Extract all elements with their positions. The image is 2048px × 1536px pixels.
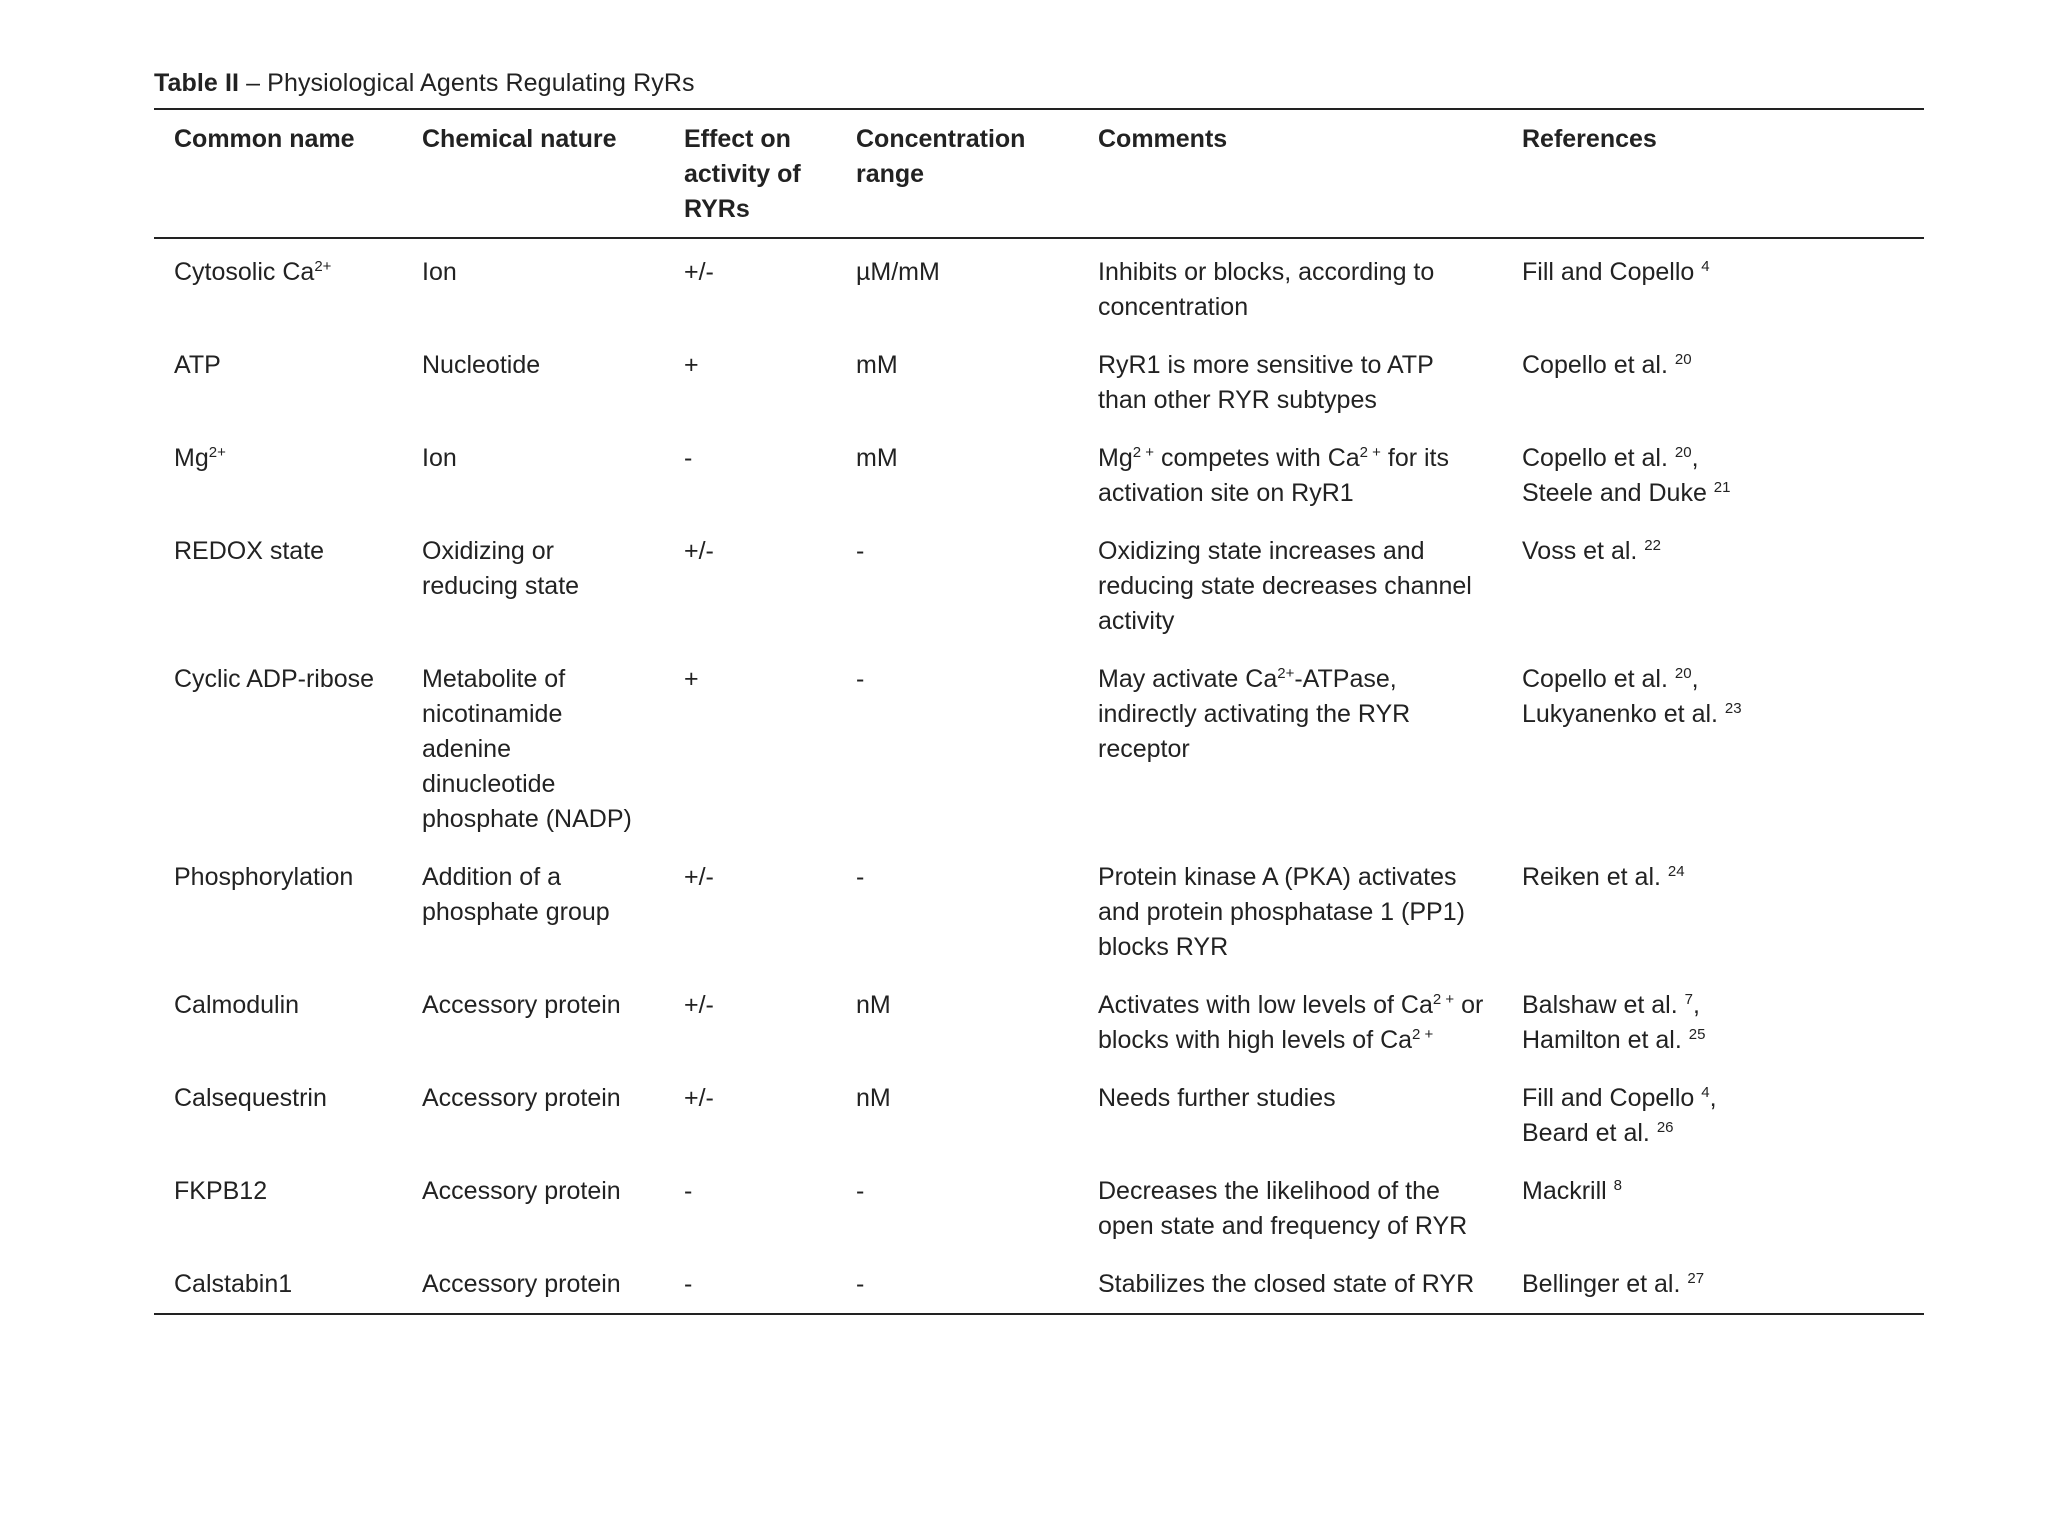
common-name-text: Calstabin1 bbox=[174, 1270, 293, 1298]
reference-number: 4 bbox=[1701, 1084, 1710, 1101]
cell-references bbox=[1502, 429, 1924, 522]
reference-entry bbox=[1522, 348, 1910, 383]
document bbox=[154, 66, 1924, 1315]
cell-common-name bbox=[154, 976, 402, 1069]
common-name-text: ATP bbox=[174, 351, 221, 379]
comment-text: or blocks with high levels of Ca bbox=[1098, 991, 1484, 1054]
reference-text: Bellinger et al. bbox=[1522, 1270, 1688, 1298]
cell-references bbox=[1502, 238, 1924, 336]
cell-chemical-nature: Accessory protein bbox=[422, 1084, 621, 1112]
cell-chemical-nature: Accessory protein bbox=[422, 1177, 621, 1205]
common-name-text: REDOX state bbox=[174, 537, 325, 565]
reference-entry bbox=[1522, 1267, 1910, 1302]
reference-entry bbox=[1522, 1023, 1910, 1058]
comment-text: -ATPase, indirectly activating the RYR receptor bbox=[1098, 665, 1411, 763]
common-name-text: Mg bbox=[174, 444, 209, 472]
reference-number: 22 bbox=[1644, 537, 1661, 554]
comment-text: for its activation site on RyR1 bbox=[1098, 444, 1450, 507]
reference-entry bbox=[1522, 988, 1910, 1023]
cell-comments bbox=[1078, 429, 1502, 522]
cell-comments: Oxidizing state increases and reducing state decreases channel activity bbox=[1098, 537, 1472, 635]
col-header-common-name: Common name bbox=[174, 125, 355, 153]
cell-common-name bbox=[154, 429, 402, 522]
cell-common-name bbox=[154, 848, 402, 976]
reference-text: Beard et al. bbox=[1522, 1119, 1657, 1147]
reference-text: Copello et al. bbox=[1522, 665, 1675, 693]
reference-text: Voss et al. bbox=[1522, 537, 1645, 565]
table-row bbox=[154, 429, 1924, 522]
cell-concentration: nM bbox=[856, 991, 891, 1019]
reference-text: Fill and Copello bbox=[1522, 258, 1702, 286]
cell-references bbox=[1502, 848, 1924, 976]
table-row bbox=[154, 522, 1924, 650]
cell-references bbox=[1502, 1255, 1924, 1314]
cell-comments: Decreases the likelihood of the open state and frequency of RYR bbox=[1098, 1177, 1468, 1240]
common-name-text: Calmodulin bbox=[174, 991, 300, 1019]
reference-text: Balshaw et al. bbox=[1522, 991, 1685, 1019]
cell-concentration: mM bbox=[856, 444, 898, 472]
table-caption-label: Table II bbox=[154, 69, 240, 97]
comment-sup: 2 + bbox=[1432, 991, 1455, 1008]
reference-text: Fill and Copello bbox=[1522, 1084, 1702, 1112]
cell-comments bbox=[1078, 976, 1502, 1069]
cell-effect: - bbox=[684, 1177, 693, 1205]
cell-common-name bbox=[154, 522, 402, 650]
reference-separator: , bbox=[1691, 665, 1699, 693]
reference-entry bbox=[1522, 476, 1910, 511]
reference-number: 24 bbox=[1667, 863, 1685, 880]
common-name-text: Cytosolic Ca bbox=[174, 258, 315, 286]
cell-chemical-nature: Ion bbox=[422, 444, 457, 472]
table-caption-text: – Physiological Agents Regulating RyRs bbox=[239, 69, 695, 97]
cell-effect: +/- bbox=[684, 537, 714, 565]
col-header-comments: Comments bbox=[1098, 125, 1228, 153]
cell-common-name bbox=[154, 1162, 402, 1255]
cell-concentration: mM bbox=[856, 351, 898, 379]
reference-entry bbox=[1522, 662, 1910, 697]
comment-sup: 2+ bbox=[1277, 665, 1295, 682]
cell-concentration: nM bbox=[856, 1084, 891, 1112]
table-row bbox=[154, 336, 1924, 429]
table-body bbox=[154, 238, 1924, 1314]
cell-concentration: - bbox=[856, 863, 865, 891]
reference-text: Copello et al. bbox=[1522, 351, 1675, 379]
cell-references bbox=[1502, 976, 1924, 1069]
comment-text: competes with Ca bbox=[1154, 444, 1360, 472]
col-header-chemical-nature: Chemical nature bbox=[422, 125, 617, 153]
reference-text: Lukyanenko et al. bbox=[1522, 700, 1725, 728]
agents-table bbox=[154, 108, 1924, 1315]
cell-comments: Stabilizes the closed state of RYR bbox=[1098, 1270, 1475, 1298]
reference-entry bbox=[1522, 441, 1910, 476]
cell-effect: +/- bbox=[684, 258, 714, 286]
common-name-text: Cyclic ADP-ribose bbox=[174, 665, 375, 693]
reference-text: Copello et al. bbox=[1522, 444, 1675, 472]
cell-comments: Inhibits or blocks, according to concentration bbox=[1098, 258, 1435, 321]
table-row bbox=[154, 1255, 1924, 1314]
comment-text: Activates with low levels of Ca bbox=[1098, 991, 1433, 1019]
cell-common-name bbox=[154, 1255, 402, 1314]
table-row bbox=[154, 976, 1924, 1069]
cell-chemical-nature: Addition of a phosphate group bbox=[422, 863, 610, 926]
reference-number: 8 bbox=[1613, 1177, 1623, 1194]
reference-number: 7 bbox=[1684, 991, 1693, 1008]
cell-common-name bbox=[154, 336, 402, 429]
col-header-concentration: Concentration range bbox=[856, 125, 1026, 188]
header-row bbox=[154, 109, 1924, 238]
reference-number: 26 bbox=[1656, 1119, 1674, 1136]
cell-common-name bbox=[154, 238, 402, 336]
cell-chemical-nature: Accessory protein bbox=[422, 1270, 621, 1298]
col-header-references: References bbox=[1522, 125, 1657, 153]
cell-effect: +/- bbox=[684, 1084, 714, 1112]
reference-separator: , bbox=[1691, 444, 1699, 472]
common-name-text: Phosphorylation bbox=[174, 863, 354, 891]
common-name-text: Calsequestrin bbox=[174, 1084, 327, 1112]
cell-effect: +/- bbox=[684, 991, 714, 1019]
table-row bbox=[154, 1069, 1924, 1162]
reference-entry bbox=[1522, 1116, 1910, 1151]
reference-entry bbox=[1522, 534, 1910, 569]
reference-text: Hamilton et al. bbox=[1522, 1026, 1689, 1054]
cell-chemical-nature: Metabolite of nicotinamide adenine dinucleotide phosphate (NADP) bbox=[422, 665, 632, 833]
cell-concentration: - bbox=[856, 1270, 865, 1298]
table-row bbox=[154, 238, 1924, 336]
reference-entry bbox=[1522, 1081, 1910, 1116]
cell-concentration: - bbox=[856, 1177, 865, 1205]
cell-chemical-nature: Oxidizing or reducing state bbox=[422, 537, 580, 600]
reference-separator: , bbox=[1692, 991, 1700, 1019]
col-header-effect: Effect on activity of RYRs bbox=[684, 125, 801, 223]
cell-common-name bbox=[154, 650, 402, 848]
comment-sup: 2 + bbox=[1132, 444, 1155, 461]
cell-effect: + bbox=[684, 351, 699, 379]
cell-concentration: - bbox=[856, 665, 865, 693]
cell-comments bbox=[1078, 650, 1502, 848]
cell-concentration: µM/mM bbox=[856, 258, 940, 286]
reference-entry bbox=[1522, 1174, 1910, 1209]
reference-number: 20 bbox=[1674, 665, 1692, 682]
reference-number: 27 bbox=[1687, 1270, 1705, 1287]
cell-comments: Needs further studies bbox=[1098, 1084, 1336, 1112]
reference-text: Mackrill bbox=[1522, 1177, 1614, 1205]
cell-references bbox=[1502, 1162, 1924, 1255]
reference-separator: , bbox=[1709, 1084, 1717, 1112]
cell-effect: +/- bbox=[684, 863, 714, 891]
cell-references bbox=[1502, 336, 1924, 429]
reference-number: 4 bbox=[1701, 258, 1710, 275]
common-name-text: FKPB12 bbox=[174, 1177, 268, 1205]
table-row bbox=[154, 848, 1924, 976]
comment-sup: 2 + bbox=[1412, 1026, 1434, 1043]
cell-chemical-nature: Nucleotide bbox=[422, 351, 541, 379]
table-caption bbox=[154, 66, 1924, 100]
reference-number: 20 bbox=[1674, 444, 1692, 461]
cell-effect: + bbox=[684, 665, 699, 693]
common-name-sup: 2+ bbox=[314, 258, 332, 275]
cell-comments: Protein kinase A (PKA) activates and protein phosphatase 1 (PP1) blocks RYR bbox=[1098, 863, 1465, 961]
reference-number: 25 bbox=[1688, 1026, 1706, 1043]
reference-text: Reiken et al. bbox=[1522, 863, 1668, 891]
reference-number: 23 bbox=[1724, 700, 1742, 717]
cell-chemical-nature: Ion bbox=[422, 258, 457, 286]
cell-comments: RyR1 is more sensitive to ATP than other RYR subtypes bbox=[1098, 351, 1434, 414]
reference-entry bbox=[1522, 697, 1910, 732]
cell-concentration: - bbox=[856, 537, 865, 565]
cell-references bbox=[1502, 522, 1924, 650]
comment-text: Mg bbox=[1098, 444, 1133, 472]
reference-entry bbox=[1522, 860, 1910, 895]
reference-number: 20 bbox=[1674, 351, 1692, 368]
table-row bbox=[154, 1162, 1924, 1255]
common-name-sup: 2+ bbox=[208, 444, 226, 461]
reference-text: Steele and Duke bbox=[1522, 479, 1714, 507]
reference-entry bbox=[1522, 255, 1910, 290]
cell-references bbox=[1502, 1069, 1924, 1162]
cell-effect: - bbox=[684, 444, 693, 472]
table-row bbox=[154, 650, 1924, 848]
table-header bbox=[154, 109, 1924, 238]
cell-chemical-nature: Accessory protein bbox=[422, 991, 621, 1019]
cell-common-name bbox=[154, 1069, 402, 1162]
reference-number: 21 bbox=[1713, 479, 1731, 496]
cell-effect: - bbox=[684, 1270, 693, 1298]
cell-references bbox=[1502, 650, 1924, 848]
comment-text: May activate Ca bbox=[1098, 665, 1278, 693]
comment-sup: 2 + bbox=[1359, 444, 1381, 461]
